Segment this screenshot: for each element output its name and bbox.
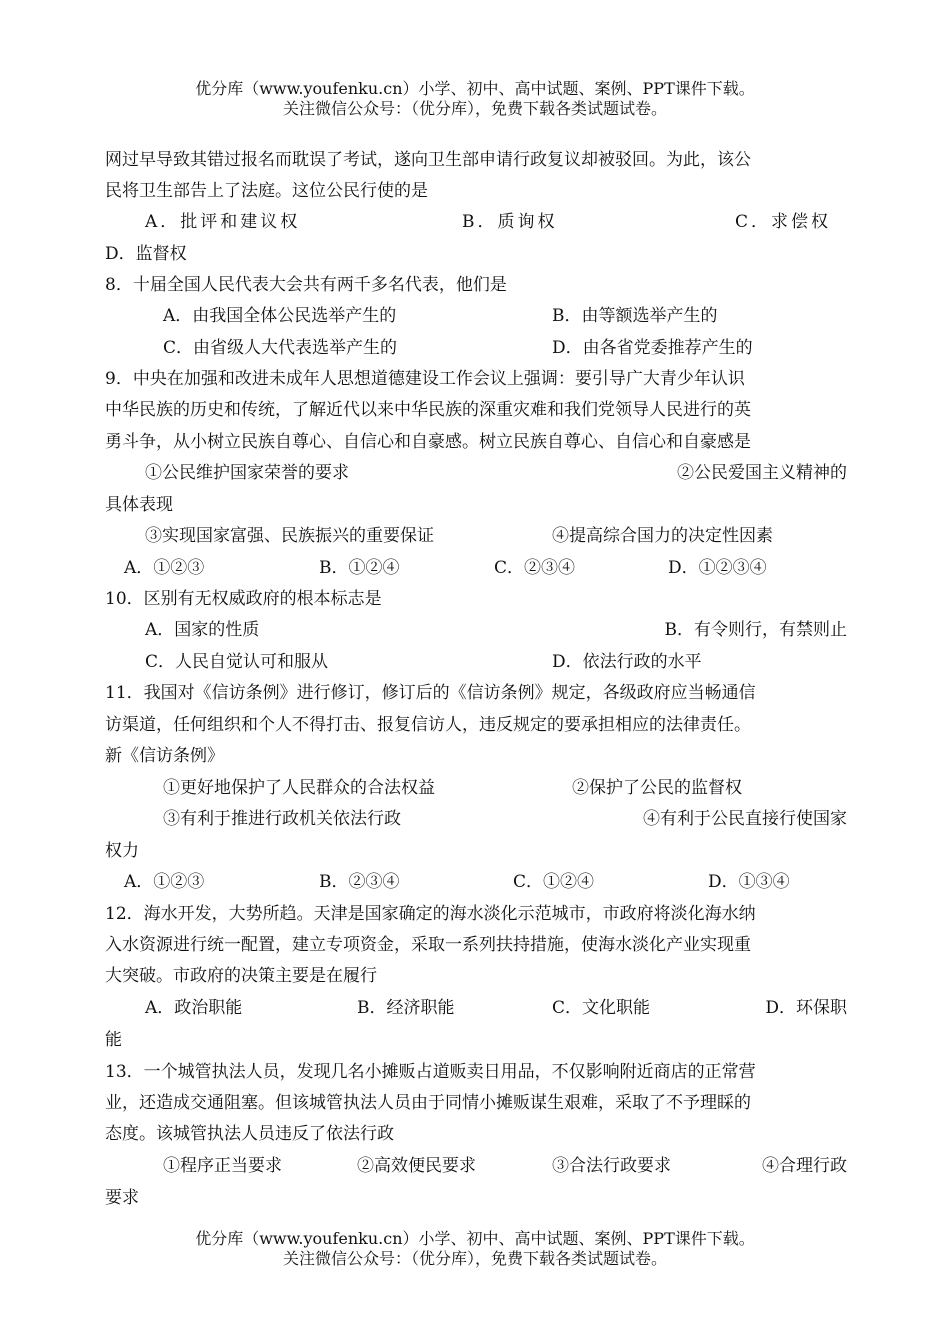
q7-line-1: 网过早导致其错过报名而耽误了考试，遂向卫生部申请行政复议却被驳回。为此，该公 — [105, 150, 751, 170]
q9-statement-3: ③实现国家富强、民族振兴的重要保证 — [145, 526, 434, 546]
header-line-2: 关注微信公众号：（优分库），免费下载各类试题试卷。 — [282, 99, 667, 118]
q11-option-c: C．①②④ — [513, 872, 595, 892]
q11-statement-2: ②保护了公民的监督权 — [572, 778, 742, 798]
q7-option-d: D．监督权 — [105, 244, 187, 264]
q10-option-b: B．有令则行，有禁则止 — [664, 620, 847, 640]
page-header — [0, 79, 950, 119]
q12-option-c: C．文化职能 — [552, 998, 651, 1018]
q13-line-3: 态度。该城管执法人员违反了依法行政 — [105, 1124, 394, 1144]
q9-statement-2-cont: 具体表现 — [105, 495, 173, 515]
q8-option-b: B．由等额选举产生的 — [552, 306, 718, 326]
q11-line-2: 访渠道，任何组织和个人不得打击、报复信访人，违反规定的要承担相应的法律责任。 — [105, 715, 751, 735]
q13-statement-4-cont: 要求 — [105, 1188, 139, 1208]
q10-option-a: A．国家的性质 — [145, 620, 260, 640]
q12-line-2: 入水资源进行统一配置，建立专项资金，采取一系列扶持措施，使海水淡化产业实现重 — [105, 935, 751, 955]
q10-option-c: C．人民自觉认可和服从 — [145, 652, 329, 672]
q12-option-d: D．环保职 — [765, 998, 847, 1018]
q9-statement-1: ①公民维护国家荣誉的要求 — [145, 463, 349, 483]
q11-statement-4: ④有利于公民直接行使国家 — [643, 809, 847, 829]
q8-option-a: A．由我国全体公民选举产生的 — [163, 306, 397, 326]
q11-line-1: 11．我国对《信访条例》进行修订，修订后的《信访条例》规定，各级政府应当畅通信 — [105, 683, 756, 703]
q8-stem: 8．十届全国人民代表大会共有两千多名代表，他们是 — [105, 275, 507, 295]
q9-line-2: 中华民族的历史和传统，了解近代以来中华民族的深重灾难和我们党领导人民进行的英 — [105, 400, 751, 420]
footer-line-1: 优分库（www.youfenku.cn）小学、初中、高中试题、案例、PPT课件下载。 — [195, 1229, 755, 1248]
q11-statement-1: ①更好地保护了人民群众的合法权益 — [163, 778, 435, 798]
q13-statement-3: ③合法行政要求 — [552, 1156, 671, 1176]
q13-line-1: 13．一个城管执法人员，发现几名小摊贩占道贩卖日用品，不仅影响附近商店的正常营 — [105, 1062, 756, 1082]
footer-line-2: 关注微信公众号：（优分库），免费下载各类试题试卷。 — [282, 1249, 667, 1268]
q9-statement-4: ④提高综合国力的决定性因素 — [552, 526, 773, 546]
q8-option-d: D．由各省党委推荐产生的 — [552, 338, 753, 358]
q13-line-2: 业，还造成交通阻塞。但该城管执法人员由于同情小摊贩谋生艰难，采取了不予理睬的 — [105, 1093, 751, 1113]
q10-option-d: D．依法行政的水平 — [552, 652, 702, 672]
q7-option-a: A．批评和建议权 — [145, 212, 301, 232]
q11-option-a: A．①②③ — [124, 872, 205, 892]
header-line-1: 优分库（www.youfenku.cn）小学、初中、高中试题、案例、PPT课件下载。 — [195, 79, 755, 98]
page-footer — [0, 1229, 950, 1269]
q12-line-1: 12．海水开发，大势所趋。天津是国家确定的海水淡化示范城市，市政府将淡化海水纳 — [105, 904, 756, 924]
q9-option-a: A．①②③ — [124, 558, 205, 578]
q11-option-d: D．①③④ — [708, 872, 790, 892]
q9-option-b: B．①②④ — [319, 558, 400, 578]
q8-option-c: C．由省级人大代表选举产生的 — [163, 338, 398, 358]
q7-line-2: 民将卫生部告上了法庭。这位公民行使的是 — [105, 181, 428, 201]
q9-option-d: D．①②③④ — [668, 558, 767, 578]
q7-option-b: B．质询权 — [462, 212, 558, 232]
q11-option-b: B．②③④ — [319, 872, 400, 892]
q12-option-d-cont: 能 — [105, 1030, 122, 1050]
q7-option-c: C．求偿权 — [735, 212, 832, 232]
q13-statement-4: ④合理行政 — [762, 1156, 847, 1176]
q9-statement-2: ②公民爱国主义精神的 — [677, 463, 847, 483]
q11-line-3: 新《信访条例》 — [105, 746, 224, 766]
q9-line-3: 勇斗争，从小树立民族自尊心、自信心和自豪感。树立民族自尊心、自信心和自豪感是 — [105, 432, 751, 452]
q11-statement-3: ③有利于推进行政机关依法行政 — [163, 809, 401, 829]
q13-statement-1: ①程序正当要求 — [163, 1156, 282, 1176]
q9-line-1: 9．中央在加强和改进未成年人思想道德建设工作会议上强调：要引导广大青少年认识 — [105, 369, 745, 389]
q12-option-b: B．经济职能 — [357, 998, 455, 1018]
q9-option-c: C．②③④ — [494, 558, 576, 578]
q11-statement-4-cont: 权力 — [105, 841, 139, 861]
q10-stem: 10．区别有无权威政府的根本标志是 — [105, 589, 382, 609]
q13-statement-2: ②高效便民要求 — [357, 1156, 476, 1176]
q12-line-3: 大突破。市政府的决策主要是在履行 — [105, 966, 377, 986]
q12-option-a: A．政治职能 — [145, 998, 243, 1018]
